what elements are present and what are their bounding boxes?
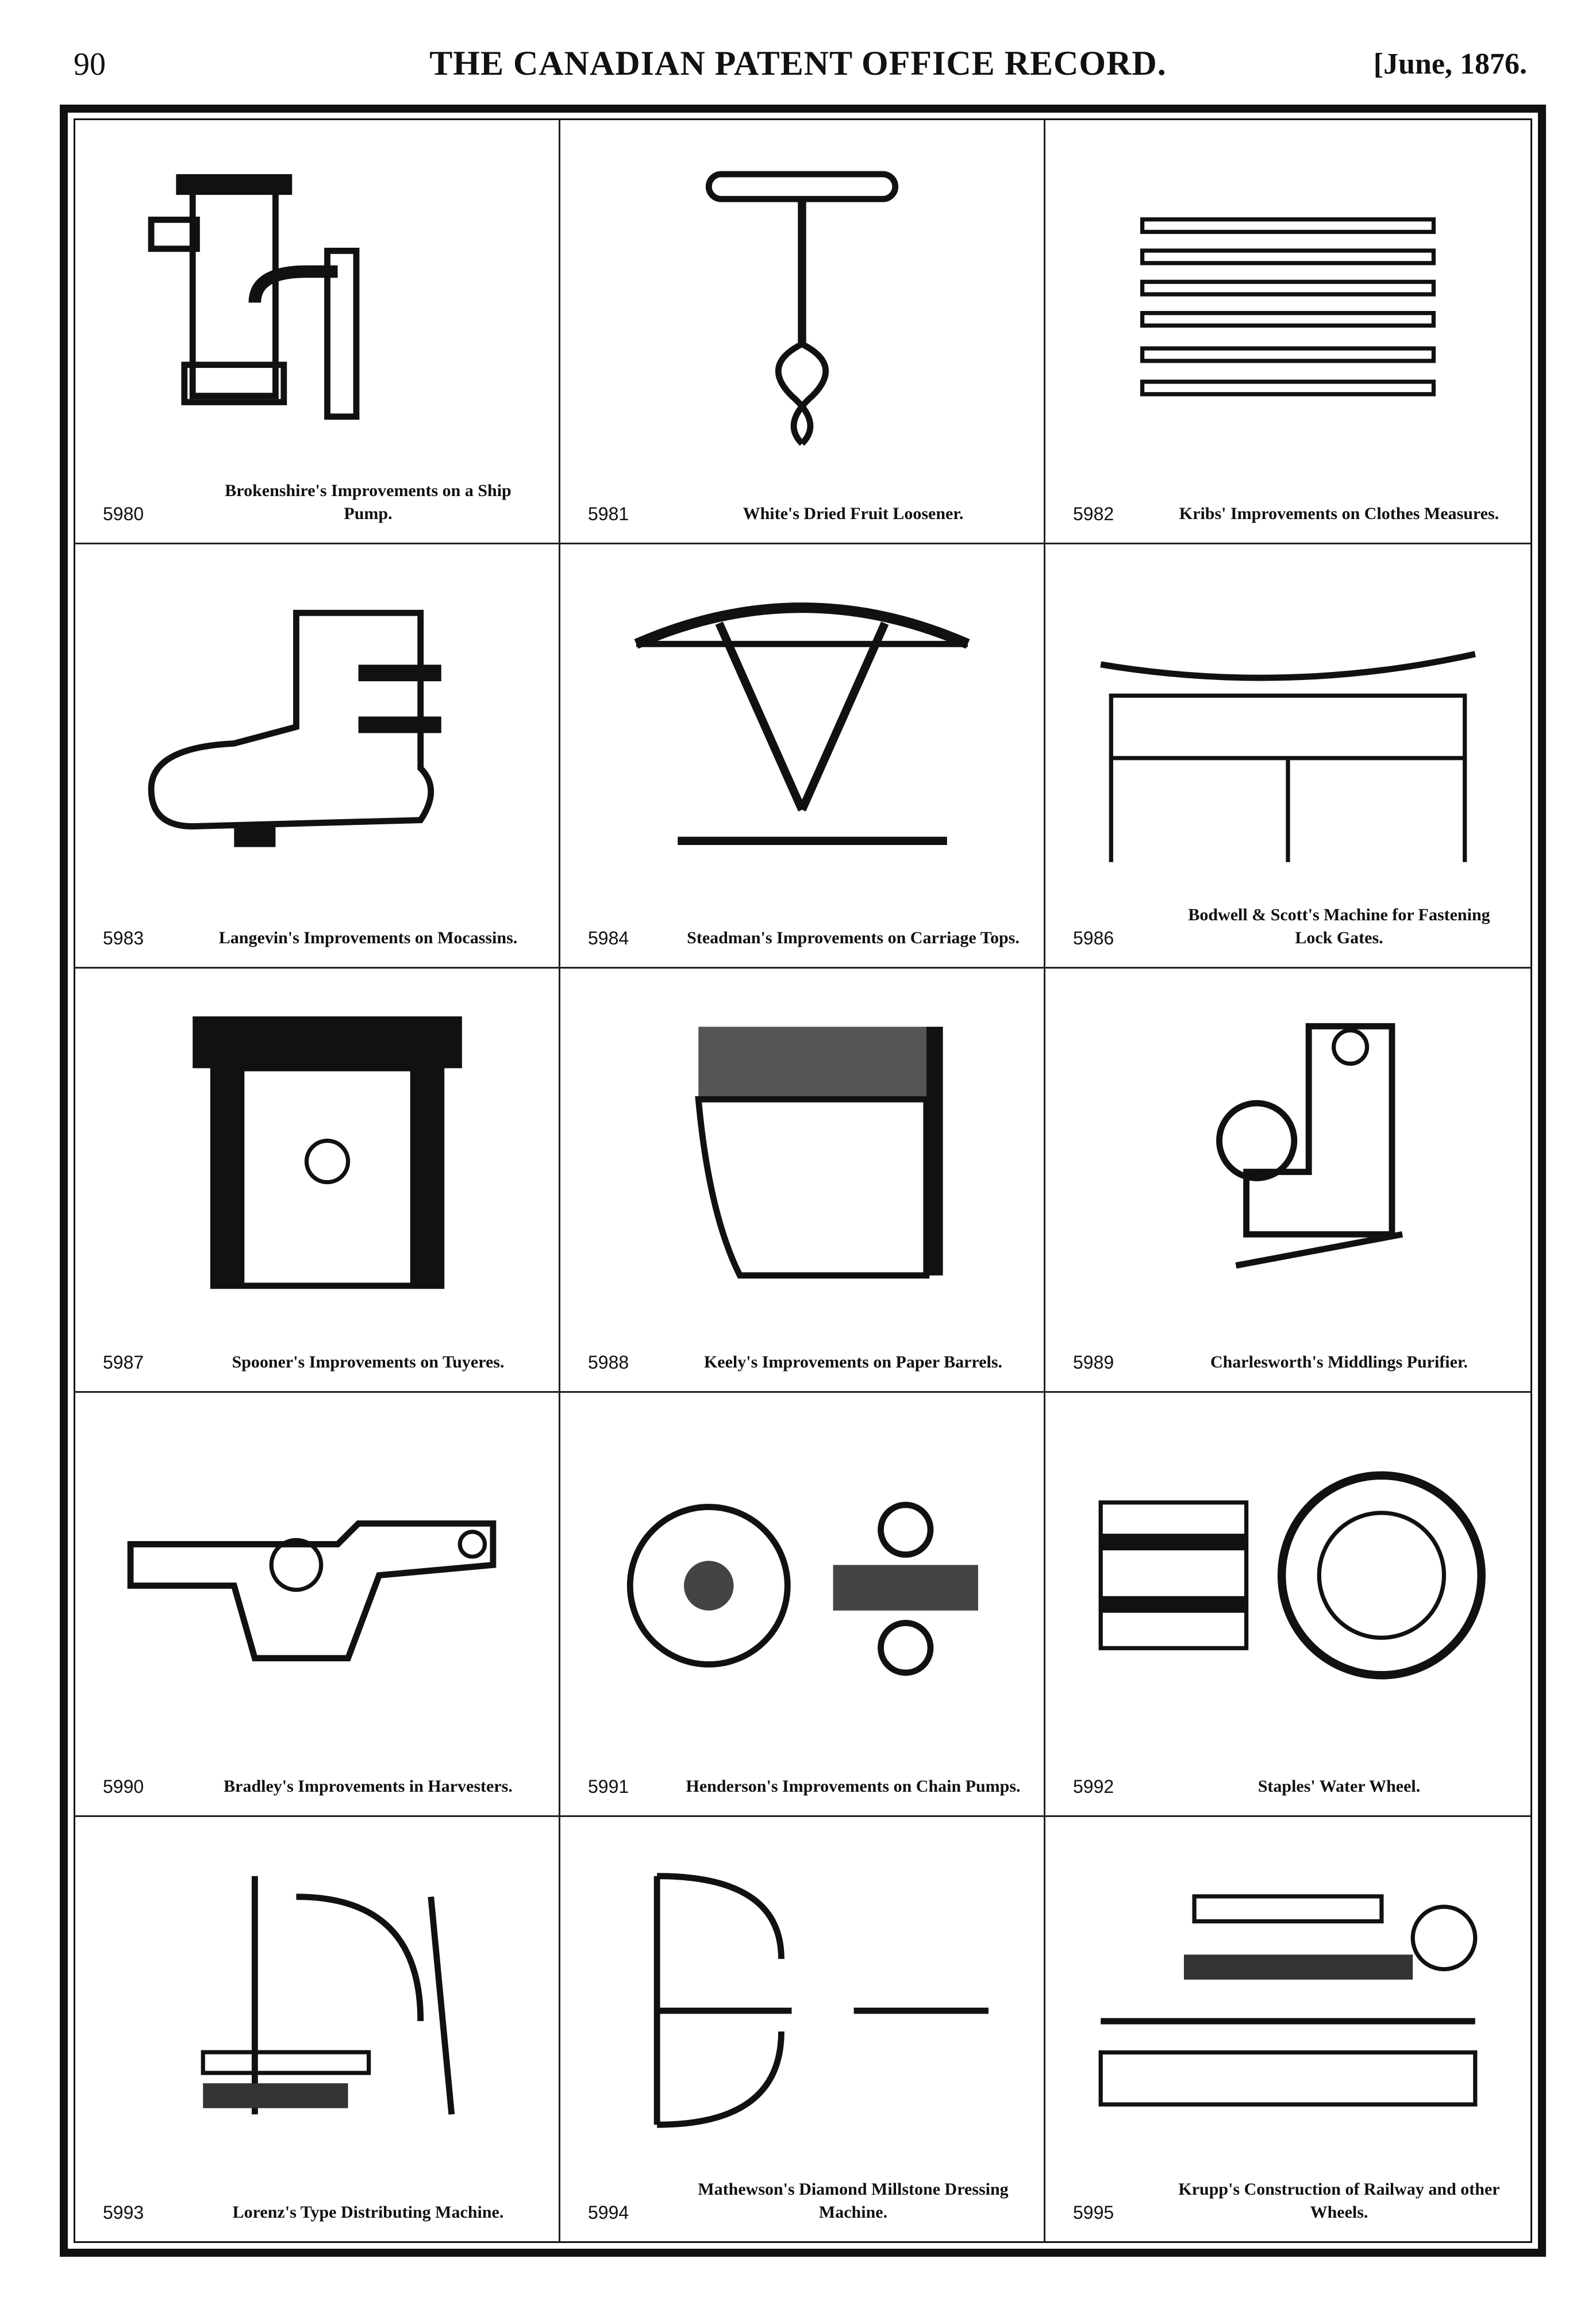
chain-pump-drawing [595,1416,1009,1735]
patent-entry [560,1817,1045,2241]
patent-number: 5988 [588,1352,629,1373]
patent-caption [588,2178,1021,2224]
patent-number: 5987 [103,1352,144,1373]
patent-caption [1073,2178,1507,2224]
patent-number: 5983 [103,928,144,948]
patent-title: Brokenshire's Improvements on a Ship Pump. [225,481,512,523]
patent-illustration [1080,143,1496,462]
patent-caption [103,1775,536,1798]
patent-caption [1073,1775,1507,1798]
patent-entry [1045,1817,1530,2241]
patent-illustration [1080,1840,1496,2161]
patent-number: 5995 [1073,2202,1114,2223]
patent-title: Steadman's Improvements on Carriage Tops. [687,928,1020,947]
patent-title: Keely's Improvements on Paper Barrels. [703,1353,1003,1372]
patent-entry [75,1393,560,1817]
patent-title: Spooner's Improvements on Tuyeres. [232,1353,505,1372]
patent-entry [560,120,1045,544]
mocassin-drawing [110,567,524,886]
patent-illustration [595,1416,1009,1735]
tuyere-drawing [110,992,524,1311]
patent-caption [588,927,1021,950]
lock-gate-machine-drawing [1080,567,1496,886]
patent-entry [75,969,560,1393]
type-distributing-machine-drawing [110,1840,524,2161]
patent-illustration [595,567,1009,886]
patent-entry [1045,1393,1530,1817]
patent-title: Kribs' Improvements on Clothes Measures. [1179,504,1499,523]
patent-number: 5986 [1073,928,1114,948]
patent-illustration [1080,1416,1496,1735]
patent-title: Lorenz's Type Distributing Machine. [232,2203,504,2222]
patent-entry [1045,969,1530,1393]
patent-caption [103,1351,536,1374]
patent-caption [1073,1351,1507,1374]
page-header [0,34,1596,92]
patent-number: 5993 [103,2202,144,2223]
patent-illustration [595,143,1009,462]
carriage-top-drawing [595,567,1009,886]
patent-caption [1073,904,1507,950]
patent-title: Langevin's Improvements on Mocassins. [218,928,518,947]
patent-plate-frame [60,105,1546,2257]
patent-number: 5980 [103,504,144,524]
patent-illustration [1080,992,1496,1311]
issue-date: [June, 1876. [1373,48,1527,80]
paper-barrel-drawing [595,992,1009,1311]
patent-number: 5982 [1073,504,1114,524]
patent-number: 5991 [588,1776,629,1797]
patent-entry [560,1393,1045,1817]
patent-number: 5984 [588,928,629,948]
patent-illustration [110,1840,524,2161]
page-number: 90 [74,47,106,82]
patent-plate-inner-border [74,118,1532,2243]
railway-wheel-drawing [1080,1840,1496,2161]
patent-title: Charlesworth's Middlings Purifier. [1210,1353,1468,1372]
patent-number: 5990 [103,1776,144,1797]
patent-entry [560,969,1045,1393]
patent-entry [75,544,560,969]
patent-caption [103,479,536,525]
fruit-loosener-drawing [595,143,1009,462]
patent-number: 5992 [1073,1776,1114,1797]
middlings-purifier-drawing [1080,992,1496,1311]
patent-caption [103,927,536,950]
patent-title: Henderson's Improvements on Chain Pumps. [686,1777,1021,1796]
patent-illustration [110,143,524,462]
patent-caption [588,1351,1021,1374]
patent-illustration [595,1840,1009,2161]
patent-title: Mathewson's Diamond Millstone Dressing Machine. [698,2180,1009,2222]
patent-illustration [595,992,1009,1311]
millstone-dressing-machine-drawing [595,1840,1009,2161]
patent-title: Staples' Water Wheel. [1257,1777,1421,1796]
patent-entry [1045,544,1530,969]
patent-entry [75,1817,560,2241]
patent-number: 5981 [588,504,629,524]
patent-entry [560,544,1045,969]
journal-title: THE CANADIAN PATENT OFFICE RECORD. [429,44,1167,82]
ship-pump-drawing [110,143,524,462]
patent-caption [588,1775,1021,1798]
patent-illustration [110,992,524,1311]
patent-entry [1045,120,1530,544]
patent-illustration [110,1416,524,1735]
patent-number: 5994 [588,2202,629,2223]
patent-title: White's Dried Fruit Loosener. [743,504,964,523]
harvester-drawing [110,1416,524,1735]
patent-caption [588,502,1021,525]
water-wheel-drawing [1080,1416,1496,1735]
patent-title: Bodwell & Scott's Machine for Fastening Lock Gates. [1188,905,1490,947]
clothes-measure-drawing [1080,143,1496,462]
patent-entry [75,120,560,544]
patent-caption [1073,502,1507,525]
patent-title: Bradley's Improvements in Harvesters. [224,1777,513,1796]
patent-number: 5989 [1073,1352,1114,1373]
patent-grid [75,120,1530,2241]
patent-illustration [1080,567,1496,886]
patent-illustration [110,567,524,886]
patent-caption [103,2201,536,2224]
patent-title: Krupp's Construction of Railway and other Wheels. [1178,2180,1500,2222]
